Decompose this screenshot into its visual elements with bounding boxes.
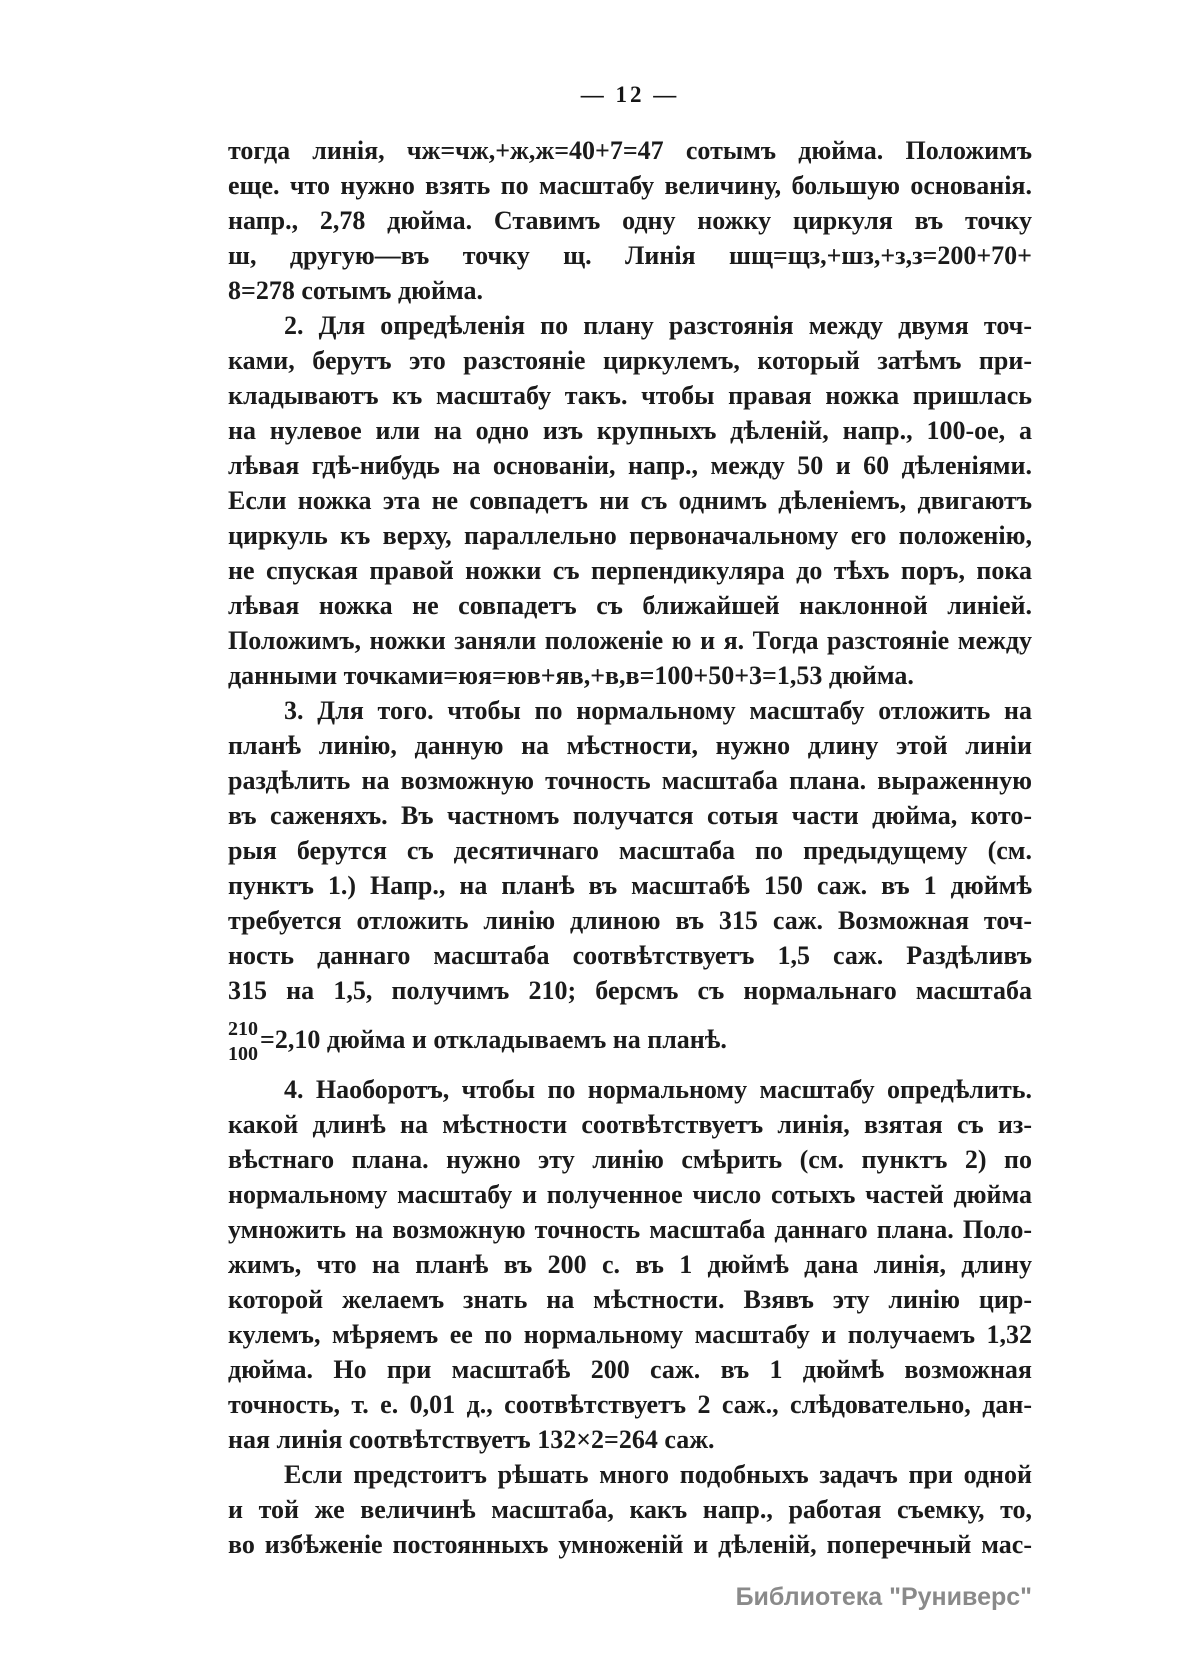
fraction-numerator: 210	[228, 1018, 258, 1041]
fraction	[228, 1017, 258, 1067]
paragraph	[228, 1457, 1032, 1562]
text-line: точность, т. е. 0,01 д., соотвѣтствуетъ 2 саж., слѣдовательно, дан-	[228, 1390, 1032, 1419]
text-line: 4. Наоборотъ, чтобы по нормальному масштабу опредѣлить.	[284, 1075, 1032, 1104]
fraction-formula-line	[228, 1008, 1032, 1072]
text-line: 8=278 сотымъ дюйма.	[228, 276, 483, 305]
text-line: циркуль къ верху, параллельно первоначальному его положенію,	[228, 521, 1032, 550]
text-line: кулемъ, мѣряемъ ее по нормальному масштабу и получаемъ 1,32	[228, 1320, 1032, 1349]
text-line: не спуская правой ножки съ перпендикуляра до тѣхъ поръ, пока	[228, 556, 1032, 585]
text-line: въ саженяхъ. Въ частномъ получатся сотыя части дюйма, кото-	[228, 801, 1032, 830]
text-line: Если ножка эта не совпадетъ ни съ однимъ дѣленіемъ, двигаютъ	[228, 486, 1032, 515]
text-line: и той же величинѣ масштаба, какъ напр., работая съемку, то,	[228, 1495, 1032, 1524]
text-line: умножить на возможную точность масштаба даннаго плана. Поло-	[228, 1215, 1032, 1244]
text-line: дюйма. Но при масштабѣ 200 саж. въ 1 дюймѣ возможная	[228, 1355, 1032, 1384]
text-line: рыя берутся съ десятичнаго масштаба по предыдущему (см.	[228, 836, 1032, 865]
page-number: — 12 —	[580, 82, 680, 107]
text-line: во избѣженіе постоянныхъ умноженій и дѣленій, поперечный мас-	[228, 1530, 1032, 1559]
text-line: на нулевое или на одно изъ крупныхъ дѣленій, напр., 100-ое, а	[228, 416, 1032, 445]
paragraph	[228, 693, 1032, 1072]
text-line: планѣ линію, данную на мѣстности, нужно длину этой линіи	[228, 731, 1032, 760]
text-line: вѣстнаго плана. нужно эту линію смѣрить (см. пунктъ 2) по	[228, 1145, 1032, 1174]
paragraph	[228, 308, 1032, 693]
text-line: кладываютъ къ масштабу такъ. чтобы правая ножка пришлась	[228, 381, 1032, 410]
text-line: лѣвая гдѣ-нибудь на основаніи, напр., между 50 и 60 дѣленіями.	[228, 451, 1032, 480]
text-line: еще. что нужно взять по масштабу величину, большую основанія.	[228, 171, 1032, 200]
text-line: ность даннаго масштаба соотвѣтствуетъ 1,5 саж. Раздѣливъ	[228, 941, 1032, 970]
text-line: Положимъ, ножки заняли положеніе ю и я. Тогда разстояніе между	[228, 626, 1032, 655]
watermark: Библиотека "Руниверс"	[735, 1583, 1032, 1611]
text-line: лѣвая ножка не совпадетъ съ ближайшей наклонной линіей.	[228, 591, 1032, 620]
text-line: Если предстоитъ рѣшать много подобныхъ задачъ при одной	[284, 1460, 1032, 1489]
text-line: 2. Для опредѣленія по плану разстоянія между двумя точ-	[284, 311, 1032, 340]
text-line: которой желаемъ знать на мѣстности. Взявъ эту линію цир-	[228, 1285, 1032, 1314]
text-line: жимъ, что на планѣ въ 200 с. въ 1 дюймѣ дана линія, длину	[228, 1250, 1032, 1279]
fraction-rest-text: =2,10 дюйма и откладываемъ на планѣ.	[260, 1025, 727, 1054]
text-line: какой длинѣ на мѣстности соотвѣтствуетъ линія, взятая съ из-	[228, 1110, 1032, 1139]
formula-line: данными точками=юя=юв+яв,+в,в=100+50+3=1,53 дюйма.	[228, 661, 914, 690]
text-line: ками, берутъ это разстояніе циркулемъ, который затѣмъ при-	[228, 346, 1032, 375]
paragraph	[228, 1072, 1032, 1457]
formula-line: ш, другую—въ точку щ. Линія шщ=щз,+шз,+з,з=200+70+	[228, 241, 1032, 270]
text-line: требуется отложить линію длиною въ 315 саж. Возможная точ-	[228, 906, 1032, 935]
text-line: нормальному масштабу и полученное число сотыхъ частей дюйма	[228, 1180, 1032, 1209]
text-line: тогда линія, чж=чж,+ж,ж=40+7=47 сотымъ дюйма. Положимъ	[228, 136, 1032, 165]
text-line: 3. Для того. чтобы по нормальному масштабу отложить на	[284, 696, 1032, 725]
formula-line: ная линія соотвѣтствуетъ 132×2=264 саж.	[228, 1425, 715, 1454]
text-line: пунктъ 1.) Напр., на планѣ въ масштабѣ 150 саж. въ 1 дюймѣ	[228, 871, 1032, 900]
fraction-denominator: 100	[228, 1043, 258, 1066]
text-line: напр., 2,78 дюйма. Ставимъ одну ножку циркуля въ точку	[228, 206, 1032, 235]
text-block	[228, 133, 1032, 1562]
paragraph	[228, 133, 1032, 308]
text-line: 315 на 1,5, получимъ 210; берсмъ съ нормальнаго масштаба	[228, 976, 1032, 1005]
text-line: раздѣлить на возможную точность масштаба плана. выраженную	[228, 766, 1032, 795]
